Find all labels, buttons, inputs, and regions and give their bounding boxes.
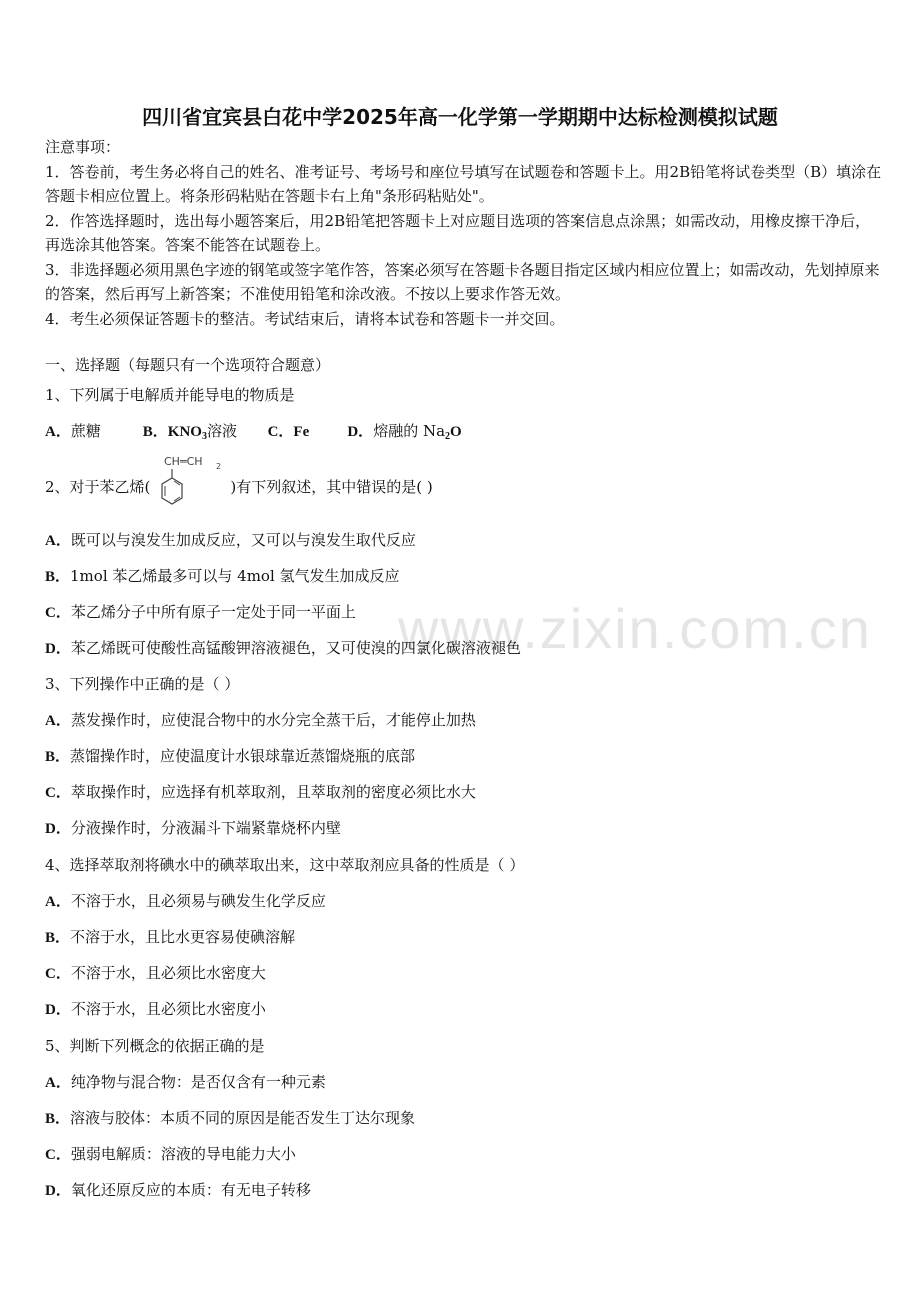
question-3-option-a bbox=[45, 710, 476, 731]
option-letter: B． bbox=[142, 424, 168, 440]
question-2-option-b bbox=[45, 566, 400, 587]
option-text: 蒸馏操作时，应使温度计水银球靠近蒸馏烧瓶的底部 bbox=[70, 747, 416, 765]
molecule-subscript: 2 bbox=[216, 462, 222, 471]
question-4-stem: 4、选择萃取剂将碘水中的碘萃取出来，这中萃取剂应具备的性质是（ ） bbox=[45, 856, 525, 874]
option-letter: A． bbox=[45, 894, 71, 910]
question-2-option-a bbox=[45, 530, 416, 551]
option-text: 熔融的 Na bbox=[373, 422, 446, 440]
stem-text: 2、对于苯乙烯( bbox=[45, 478, 151, 496]
option-text: 不溶于水，且必须比水密度小 bbox=[70, 1000, 266, 1018]
question-5-option-a bbox=[45, 1072, 326, 1093]
option-letter: D． bbox=[45, 641, 71, 657]
subscript: 2 bbox=[445, 431, 451, 442]
option-text: 苯乙烯分子中所有原子一定处于同一平面上 bbox=[70, 603, 356, 621]
option-text: 苯乙烯既可使酸性高锰酸钾溶液褪色，又可使溴的四氯化碳溶液褪色 bbox=[70, 639, 521, 657]
option-text: 氧化还原反应的本质：有无电子转移 bbox=[70, 1181, 311, 1199]
question-5-option-d bbox=[45, 1180, 311, 1201]
option-text: 不溶于水，且必须比水密度大 bbox=[70, 964, 266, 982]
option-text: 溶液与胶体：本质不同的原因是能否发生丁达尔现象 bbox=[70, 1109, 416, 1127]
notice-block bbox=[45, 135, 883, 331]
question-4-option-c bbox=[45, 963, 266, 984]
option-letter: C． bbox=[45, 785, 71, 801]
option-text: 不溶于水，且必须易与碘发生化学反应 bbox=[70, 892, 326, 910]
option-letter: A． bbox=[45, 1075, 71, 1091]
option-text: 1mol 苯乙烯最多可以与 4mol 氢气发生加成反应 bbox=[70, 567, 400, 585]
option-text: KNO bbox=[167, 424, 202, 440]
option-text: 既可以与溴发生加成反应，又可以与溴发生取代反应 bbox=[70, 531, 416, 549]
option-text: O bbox=[450, 424, 462, 440]
styrene-structure bbox=[150, 452, 240, 522]
notice-heading: 注意事项： bbox=[45, 138, 121, 156]
option-letter: C． bbox=[45, 605, 71, 621]
question-3-stem: 3、下列操作中正确的是（ ） bbox=[45, 675, 240, 693]
watermark: www.zixin.com.cn bbox=[398, 597, 872, 660]
notice-item: 3．非选择题必须用黑色字迹的钢笔或签字笔作答，答案必须写在答题卡各题目指定区域内相应位置上；如需改动，先划掉原来的答案，然后再写上新答案；不准使用铅笔和涂改液。不按以上要求作答无效。 bbox=[45, 260, 880, 303]
notice-item: 1．答卷前，考生务必将自己的姓名、准考证号、考场号和座位号填写在试题卷和答题卡上。用2B铅笔将试卷类型（B）填涂在答题卡相应位置上。将条形码粘贴在答题卡右上角"条形码粘贴处"。 bbox=[45, 162, 882, 205]
option-text: 蔗糖 bbox=[70, 422, 101, 440]
question-3-option-d bbox=[45, 818, 341, 839]
question-3-option-c bbox=[45, 782, 476, 803]
option-text: Fe bbox=[293, 424, 310, 440]
option-text: 强弱电解质：溶液的导电能力大小 bbox=[70, 1145, 296, 1163]
option-letter: B． bbox=[45, 749, 71, 765]
option-text: 不溶于水，且比水更容易使碘溶解 bbox=[70, 928, 296, 946]
question-3-option-b bbox=[45, 746, 415, 767]
option-letter: B． bbox=[45, 1111, 71, 1127]
option-letter: D． bbox=[45, 1002, 71, 1018]
option-letter: A． bbox=[45, 533, 71, 549]
question-2-option-c bbox=[45, 602, 356, 623]
question-1-options bbox=[45, 421, 462, 447]
page-title: 四川省宜宾县白花中学2025年高一化学第一学期期中达标检测模拟试题 bbox=[142, 105, 778, 129]
question-5-stem: 5、判断下列概念的依据正确的是 bbox=[45, 1037, 265, 1055]
option-letter: C． bbox=[45, 966, 71, 982]
styrene-structure-icon bbox=[150, 452, 240, 518]
option-letter: A． bbox=[45, 713, 71, 729]
molecule-label: CH═CH bbox=[164, 455, 203, 468]
question-4-option-a bbox=[45, 891, 326, 912]
notice-item: 4．考生必须保证答题卡的整洁。考试结束后，请将本试卷和答题卡一并交回。 bbox=[45, 309, 565, 328]
option-letter: D． bbox=[45, 1183, 71, 1199]
option-text: 分液操作时，分液漏斗下端紧靠烧杯内壁 bbox=[70, 819, 341, 837]
option-letter: D． bbox=[45, 821, 71, 837]
option-text: 纯净物与混合物：是否仅含有一种元素 bbox=[70, 1073, 326, 1091]
option-letter: D． bbox=[347, 424, 374, 440]
stem-text: )有下列叙述，其中错误的是( ) bbox=[230, 478, 433, 496]
question-5-option-b bbox=[45, 1108, 415, 1129]
option-text: 溶液 bbox=[206, 422, 237, 440]
option-letter: C． bbox=[45, 1147, 71, 1163]
notice-item: 2．作答选择题时，选出每小题答案后，用2B铅笔把答题卡上对应题目选项的答案信息点涂黑；如需改动，用橡皮擦干净后，再选涂其他答案。答案不能答在试题卷上。 bbox=[45, 211, 871, 254]
question-4-option-b bbox=[45, 927, 295, 948]
option-text: 蒸发操作时，应使混合物中的水分完全蒸干后，才能停止加热 bbox=[70, 711, 476, 729]
option-letter: B． bbox=[45, 930, 71, 946]
question-1-stem: 1、下列属于电解质并能导电的物质是 bbox=[45, 386, 295, 404]
option-text: 萃取操作时，应选择有机萃取剂，且萃取剂的密度必须比水大 bbox=[70, 783, 476, 801]
option-letter: B． bbox=[45, 569, 71, 585]
question-4-option-d bbox=[45, 999, 266, 1020]
option-letter: A． bbox=[45, 424, 71, 440]
question-5-option-c bbox=[45, 1144, 296, 1165]
section-heading: 一、选择题（每题只有一个选项符合题意） bbox=[45, 356, 331, 374]
option-letter: C． bbox=[267, 424, 294, 440]
subscript: 3 bbox=[201, 431, 207, 442]
